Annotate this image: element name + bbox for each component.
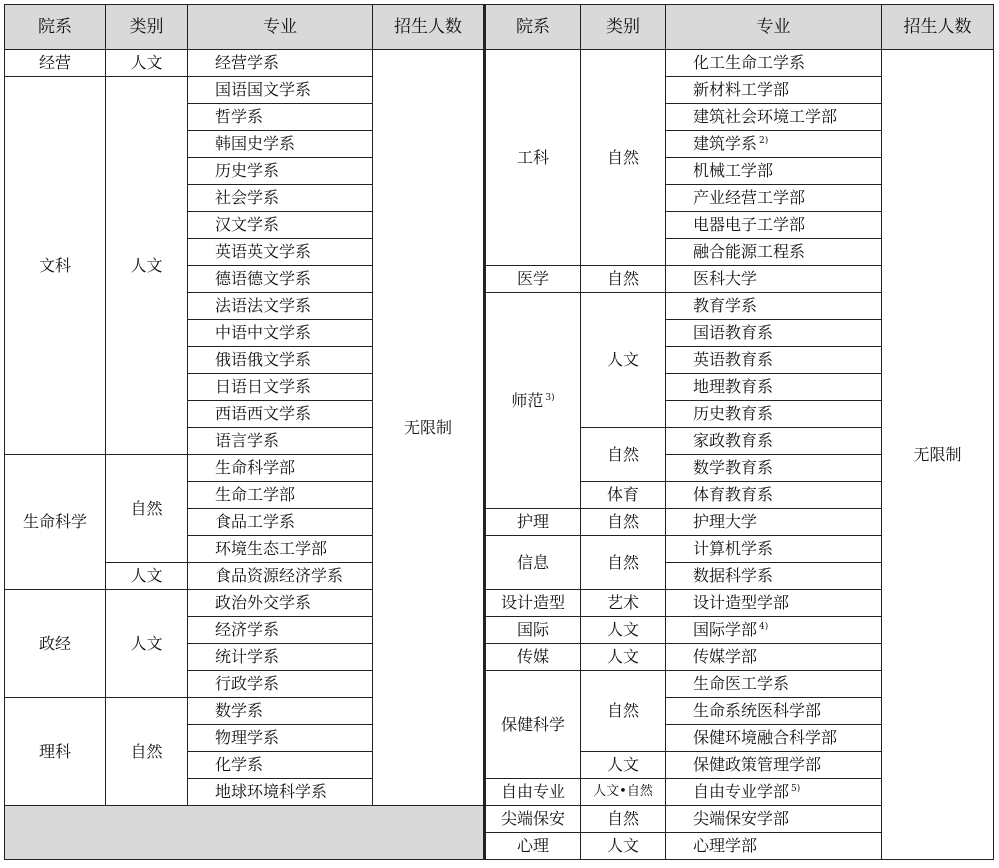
major-cell: 生命科学部 (188, 455, 373, 482)
major-label: 历史教育系 (693, 404, 774, 423)
major-cell: 经营学系 (188, 50, 373, 77)
major-cell (666, 104, 882, 131)
college-cell (485, 617, 581, 644)
college-label: 传媒 (516, 647, 549, 666)
major-cell (666, 347, 882, 374)
category-cell: 自然 (106, 455, 188, 563)
major-cell (666, 212, 882, 239)
major-label: 保健环境融合科学部 (693, 728, 838, 747)
category-cell: 人文 (581, 293, 666, 428)
major-label: 教育学系 (693, 296, 758, 315)
college-cell (485, 509, 581, 536)
category-cell: 人文 (106, 590, 188, 698)
major-label: 国际学部 (693, 620, 758, 639)
major-cell (666, 698, 882, 725)
major-cell (666, 320, 882, 347)
major-cell: 法语法文学系 (188, 293, 373, 320)
major-label: 体育教育系 (693, 485, 774, 504)
category-cell: 自然 (581, 671, 666, 752)
college-label: 医学 (516, 269, 549, 288)
major-cell (666, 158, 882, 185)
category-cell: 体育 (581, 482, 666, 509)
major-cell (666, 428, 882, 455)
header-quota: 招生人数 (373, 5, 485, 50)
major-cell: 食品资源经济学系 (188, 563, 373, 590)
college-cell: 生命科学 (5, 455, 106, 590)
college-cell (485, 806, 581, 833)
major-cell: 环境生态工学部 (188, 536, 373, 563)
major-cell (666, 401, 882, 428)
major-label: 传媒学部 (693, 647, 758, 666)
major-cell (666, 509, 882, 536)
category-cell: 自然 (106, 698, 188, 806)
category-cell: 自然 (581, 266, 666, 293)
college-cell (485, 671, 581, 779)
major-cell (666, 185, 882, 212)
category-cell: 自然 (581, 509, 666, 536)
major-cell (666, 77, 882, 104)
major-cell: 统计学系 (188, 644, 373, 671)
major-cell: 西语西文学系 (188, 401, 373, 428)
category-cell: 人文 (581, 617, 666, 644)
major-cell: 日语日文学系 (188, 374, 373, 401)
college-cell: 政经 (5, 590, 106, 698)
major-label: 生命医工学系 (693, 674, 790, 693)
category-cell: 人文 (106, 77, 188, 455)
major-label: 尖端保安学部 (693, 809, 790, 828)
major-cell (666, 779, 882, 806)
college-cell (485, 536, 581, 590)
major-cell: 行政学系 (188, 671, 373, 698)
major-cell: 化学系 (188, 752, 373, 779)
college-cell (485, 779, 581, 806)
college-label: 心理 (516, 836, 549, 855)
footnote-marker: 3) (545, 392, 555, 403)
header-major: 专业 (188, 5, 373, 50)
major-cell: 语言学系 (188, 428, 373, 455)
college-cell (485, 644, 581, 671)
major-cell: 历史学系 (188, 158, 373, 185)
major-cell (666, 644, 882, 671)
major-label: 电器电子工学部 (693, 215, 806, 234)
major-label: 保健政策管理学部 (693, 755, 822, 774)
footnote-marker: 4) (759, 622, 769, 632)
major-cell (666, 50, 882, 77)
table-row (5, 50, 994, 77)
category-cell: 自然 (581, 806, 666, 833)
major-cell (666, 671, 882, 698)
major-label: 英语教育系 (693, 350, 774, 369)
college-cell (485, 266, 581, 293)
header-category: 类别 (581, 5, 666, 50)
college-label: 信息 (516, 552, 549, 572)
category-cell: 人文 (106, 50, 188, 77)
major-cell (666, 563, 882, 590)
major-cell: 哲学系 (188, 104, 373, 131)
major-cell (666, 293, 882, 320)
major-cell: 韩国史学系 (188, 131, 373, 158)
major-cell: 数学系 (188, 698, 373, 725)
major-cell: 英语英文学系 (188, 239, 373, 266)
major-label: 心理学部 (693, 836, 758, 855)
category-cell: 自然 (581, 50, 666, 266)
major-label: 数学教育系 (693, 458, 774, 477)
major-cell (666, 536, 882, 563)
major-cell: 俄语俄文学系 (188, 347, 373, 374)
college-cell: 文科 (5, 77, 106, 455)
table-row (5, 806, 994, 833)
major-label: 医科大学 (693, 269, 758, 288)
college-label: 自由专业 (500, 782, 565, 801)
table-row (5, 590, 994, 617)
admission-table (4, 4, 994, 860)
category-cell: 人文 (581, 644, 666, 671)
major-label: 国语教育系 (693, 323, 774, 342)
quota-cell: 无限制 (373, 50, 485, 806)
major-label: 化工生命工学系 (693, 53, 806, 72)
major-cell: 中语中文学系 (188, 320, 373, 347)
college-cell (485, 50, 581, 266)
major-cell (666, 752, 882, 779)
major-cell (666, 833, 882, 860)
major-cell: 生命工学部 (188, 482, 373, 509)
major-label: 设计造型学部 (693, 593, 790, 612)
major-cell (666, 482, 882, 509)
empty-filler-cell (5, 806, 485, 860)
category-cell: 自然 (581, 428, 666, 482)
college-label: 师范 (511, 390, 544, 410)
major-cell: 政治外交学系 (188, 590, 373, 617)
major-label: 地理教育系 (693, 377, 774, 396)
major-label: 新材料工学部 (693, 80, 790, 99)
major-cell (666, 131, 882, 158)
major-label: 机械工学部 (693, 161, 774, 180)
major-cell (666, 239, 882, 266)
category-cell: 自然 (581, 536, 666, 590)
category-cell: 人文 (581, 752, 666, 779)
footnote-marker: 5) (791, 784, 801, 794)
quota-cell: 无限制 (882, 50, 994, 860)
college-cell (485, 833, 581, 860)
major-label: 自由专业学部 (693, 782, 790, 801)
major-label: 建筑学系 (693, 134, 758, 153)
major-cell: 地球环境科学系 (188, 779, 373, 806)
college-cell (485, 590, 581, 617)
college-cell: 经营 (5, 50, 106, 77)
college-label: 尖端保安 (500, 809, 565, 828)
major-cell (666, 455, 882, 482)
major-cell: 社会学系 (188, 185, 373, 212)
college-label: 设计造型 (500, 593, 565, 612)
major-cell: 食品工学系 (188, 509, 373, 536)
header-category: 类别 (106, 5, 188, 50)
major-label: 家政教育系 (693, 431, 774, 450)
major-cell (666, 374, 882, 401)
major-cell: 物理学系 (188, 725, 373, 752)
major-label: 融合能源工程系 (693, 242, 806, 261)
college-label: 国际 (516, 620, 549, 639)
header-college: 院系 (485, 5, 581, 50)
header-college: 院系 (5, 5, 106, 50)
college-label: 护理 (516, 512, 549, 531)
major-label: 计算机学系 (693, 539, 774, 558)
header-row (5, 5, 994, 50)
major-label: 产业经营工学部 (693, 188, 806, 207)
category-cell: 人文•自然 (581, 779, 666, 806)
college-label: 保健科学 (500, 714, 565, 734)
category-cell: 艺术 (581, 590, 666, 617)
header-quota: 招生人数 (882, 5, 994, 50)
college-label: 工科 (516, 147, 549, 167)
major-label: 建筑社会环境工学部 (693, 107, 838, 126)
college-cell: 理科 (5, 698, 106, 806)
major-cell: 德语德文学系 (188, 266, 373, 293)
major-cell (666, 617, 882, 644)
major-cell (666, 806, 882, 833)
major-cell (666, 266, 882, 293)
major-label: 护理大学 (693, 512, 758, 531)
college-cell (485, 293, 581, 509)
header-major: 专业 (666, 5, 882, 50)
category-cell: 人文 (581, 833, 666, 860)
major-cell: 汉文学系 (188, 212, 373, 239)
major-cell (666, 725, 882, 752)
footnote-marker: 2) (759, 136, 769, 146)
category-cell: 人文 (106, 563, 188, 590)
major-label: 生命系统医科学部 (693, 701, 822, 720)
major-cell: 国语国文学系 (188, 77, 373, 104)
major-label: 数据科学系 (693, 566, 774, 585)
major-cell (666, 590, 882, 617)
major-cell: 经济学系 (188, 617, 373, 644)
